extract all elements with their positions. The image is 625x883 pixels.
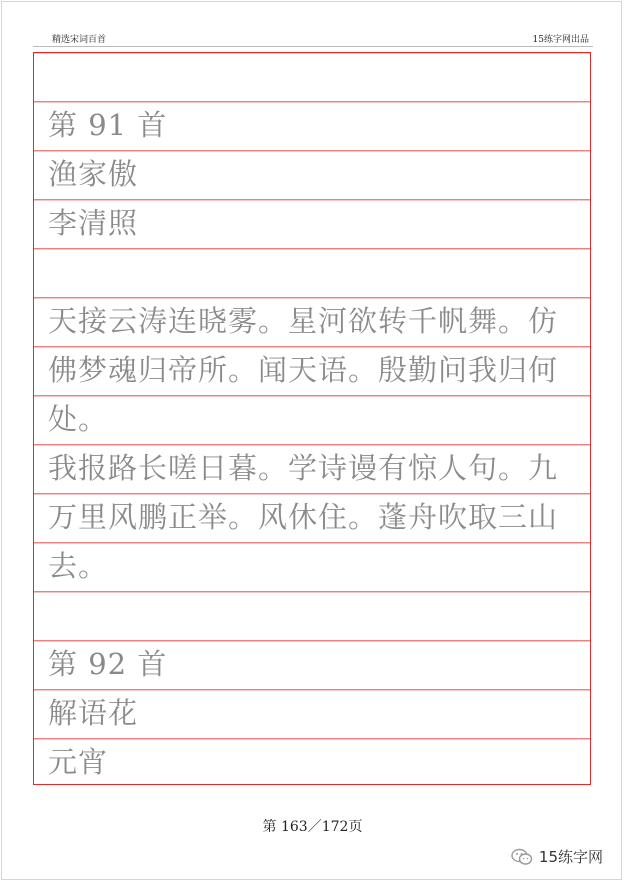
brand-label: 15练字网 [538, 848, 603, 866]
row-guide-line [34, 543, 590, 544]
row-text: 去。 [48, 549, 109, 583]
grid-row [34, 102, 590, 151]
row-text: 元宵 [48, 745, 109, 779]
row-guide-line [34, 200, 590, 201]
row-guide-line [34, 102, 590, 103]
grid-row [34, 298, 590, 347]
row-guide-line [34, 347, 590, 348]
row-guide-line [34, 53, 590, 54]
row-text: 万里风鹏正举。风休住。蓬舟吹取三山 [48, 500, 559, 534]
row-guide-line [34, 151, 590, 152]
row-text: 解语花 [48, 696, 139, 730]
row-text: 渔家傲 [48, 157, 139, 191]
row-text: 第 91 首 [48, 108, 168, 142]
row-text: 天接云涛连晓雾。星河欲转千帆舞。仿 [48, 304, 559, 338]
row-guide-line [34, 249, 590, 250]
grid-row [34, 641, 590, 690]
brand-watermark [511, 846, 603, 867]
publisher-label: 15练字网出品 [532, 35, 589, 45]
copybook-grid [33, 52, 591, 785]
row-guide-line [34, 739, 590, 740]
row-guide-line [34, 445, 590, 446]
grid-row [34, 200, 590, 249]
grid-row [34, 739, 590, 788]
grid-row [34, 445, 590, 494]
row-guide-line [34, 592, 590, 593]
row-text: 佛梦魂归帝所。闻天语。殷勤问我归何 [48, 353, 559, 387]
row-text: 处。 [48, 402, 109, 436]
grid-row [34, 249, 590, 298]
row-guide-line [34, 298, 590, 299]
grid-row [34, 543, 590, 592]
book-title: 精选宋词百首 [52, 35, 107, 45]
row-text: 李清照 [48, 206, 139, 240]
row-guide-line [34, 396, 590, 397]
row-guide-line [34, 641, 590, 642]
grid-row [34, 592, 590, 641]
header-divider [33, 46, 593, 47]
grid-row [34, 347, 590, 396]
row-guide-line [34, 690, 590, 691]
grid-row [34, 396, 590, 445]
wechat-icon [511, 848, 533, 866]
grid-row [34, 53, 590, 102]
page-number: 第 163／172页 [262, 819, 363, 835]
row-guide-line [34, 494, 590, 495]
grid-row [34, 494, 590, 543]
row-text: 第 92 首 [48, 647, 168, 681]
grid-row [34, 151, 590, 200]
grid-row [34, 690, 590, 739]
row-text: 我报路长嗟日暮。学诗谩有惊人句。九 [48, 451, 559, 485]
